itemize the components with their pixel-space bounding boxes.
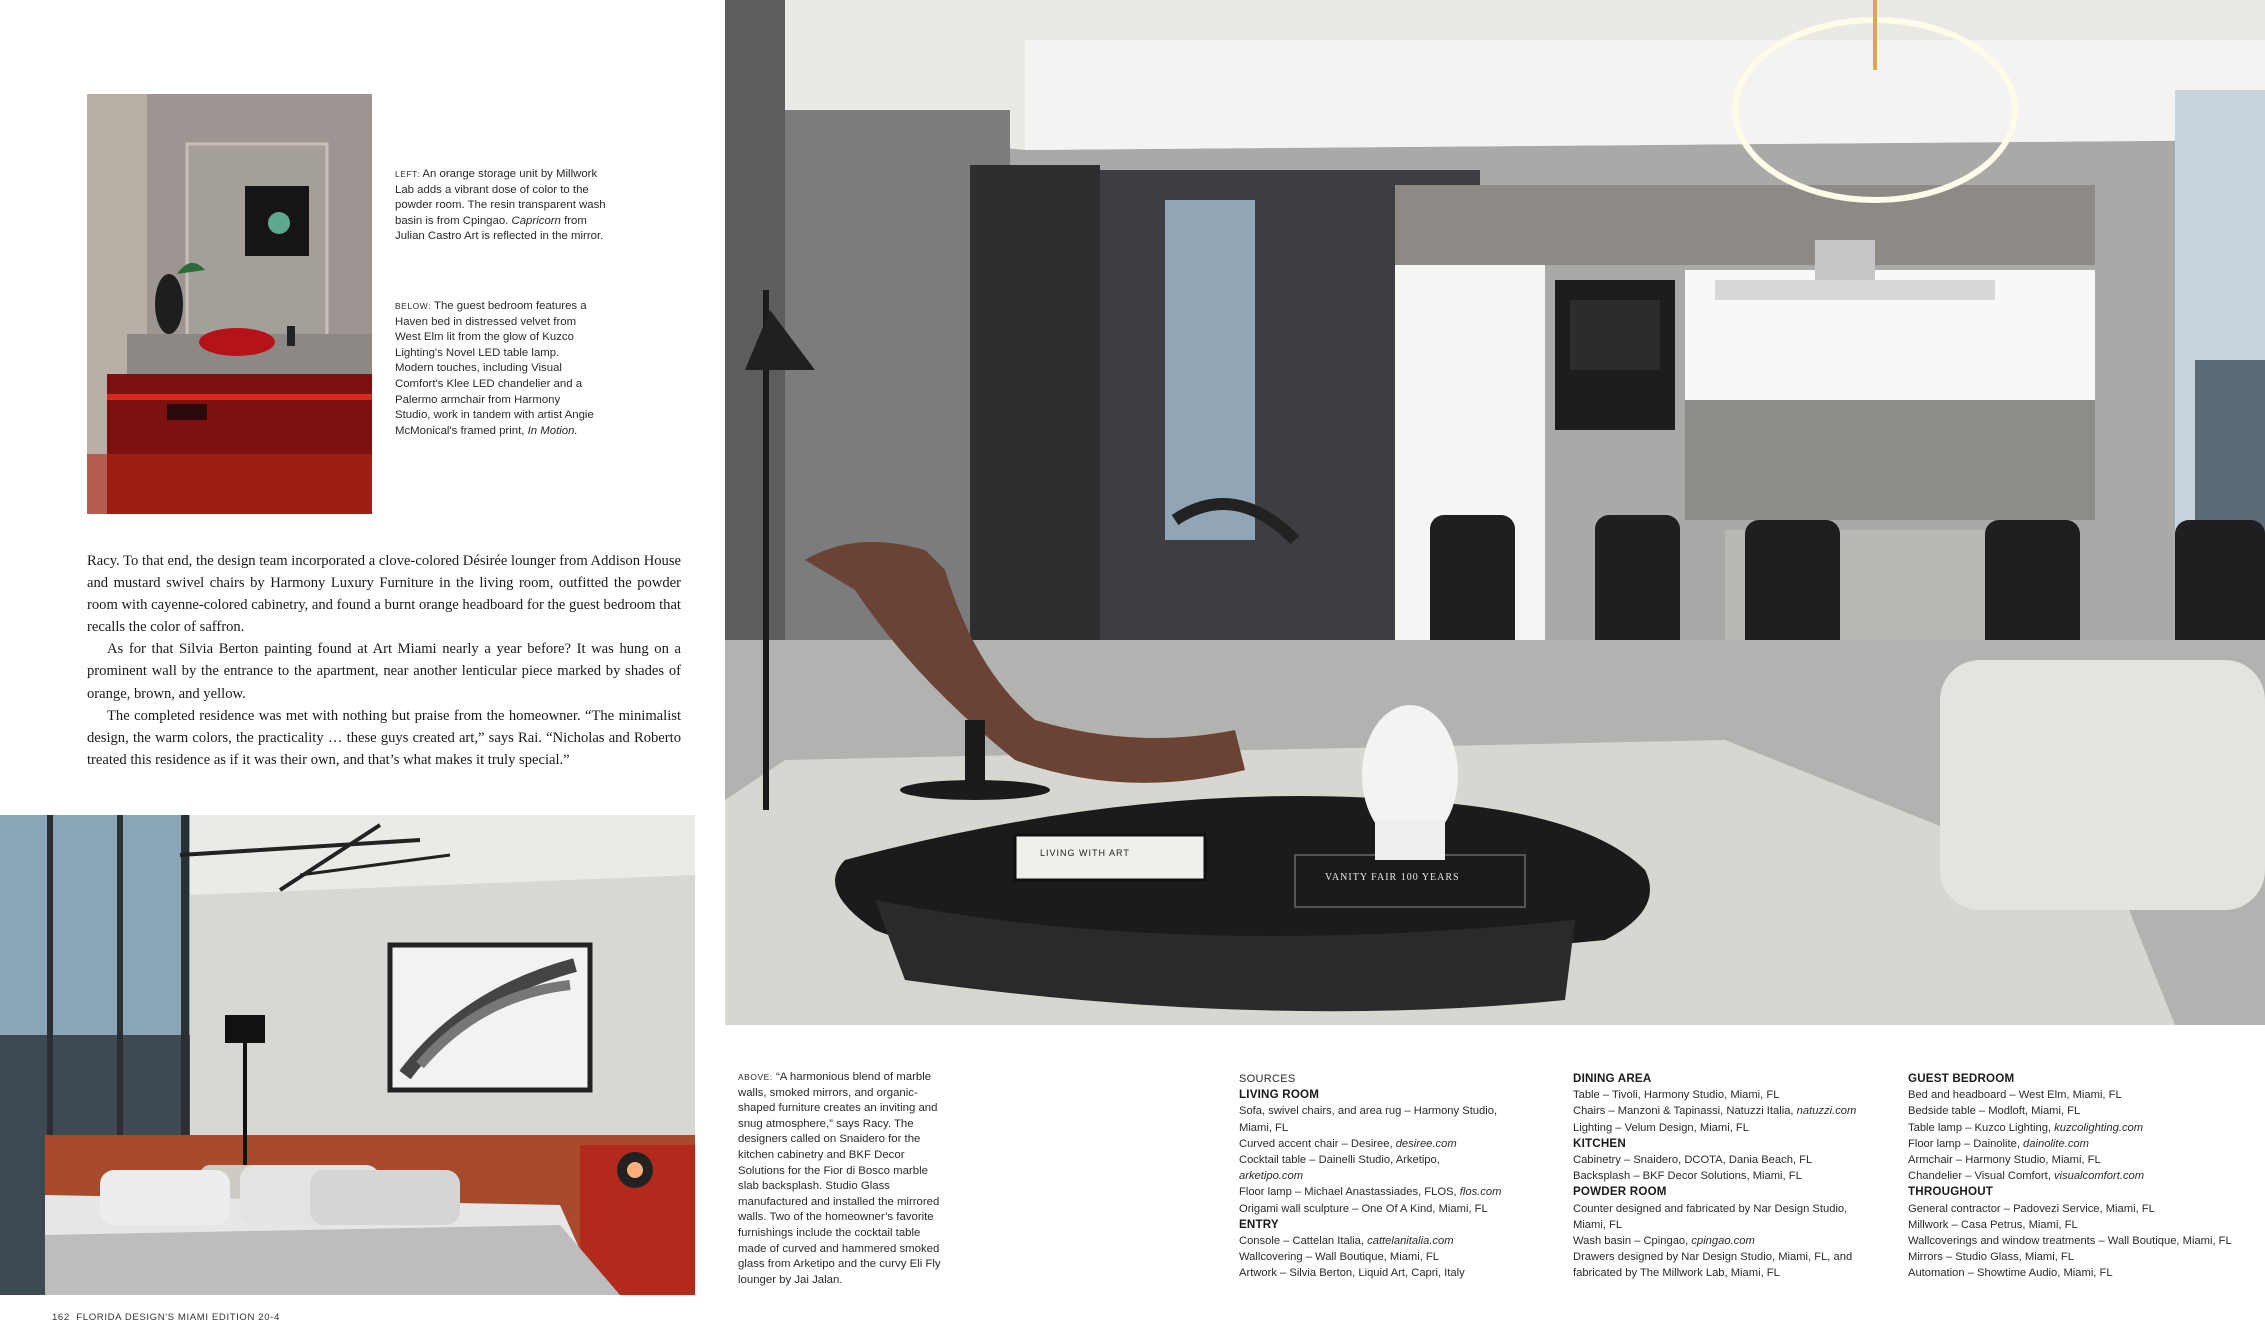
sources-line xyxy=(1573,1249,1873,1265)
caption-left-lead: LEFT: xyxy=(395,169,420,179)
sources-line xyxy=(1573,1201,1873,1217)
sources-line xyxy=(1908,1249,2238,1265)
sources-line-website: flos.com xyxy=(1459,1186,1502,1199)
book-vanity-fair-title: VANITY FAIR 100 YEARS xyxy=(1325,872,1460,883)
sources-line-text: Armchair – Harmony Studio, Miami, FL xyxy=(1908,1154,2101,1167)
body-paragraph-1: Racy. To that end, the design team incorporated a clove-colored Désirée lounger from Addison House and mustard swivel chairs by Harmony Luxury Furniture in the living room, outfitted the powder room with cayenne-colored cabinetry, and found a burnt orange headboard for the guest bedroom that recalls the color of saffron. xyxy=(87,553,681,636)
sources-line-website: dainolite.com xyxy=(2023,1137,2089,1150)
sources-line-text: Wash basin – Cpingao, xyxy=(1573,1235,1692,1248)
sources-heading: ENTRY xyxy=(1239,1217,1279,1231)
guest-bedroom-photo xyxy=(0,815,695,1295)
sources-line-text: General contractor – Padovezi Service, Miami, FL xyxy=(1908,1202,2155,1215)
sources-line-text: Sofa, swivel chairs, and area rug – Harmony Studio, xyxy=(1239,1105,1498,1118)
living-kitchen-photo xyxy=(725,0,2265,1025)
sources-line-website: arketipo.com xyxy=(1239,1170,1304,1183)
sources-line xyxy=(1239,1201,1539,1217)
sources-line-text: Bedside table – Modloft, Miami, FL xyxy=(1908,1105,2081,1118)
caption-above-lead: ABOVE: xyxy=(738,1072,773,1082)
sources-line xyxy=(1239,1120,1539,1136)
sources-line xyxy=(1573,1233,1873,1249)
sources-line xyxy=(1573,1168,1873,1184)
sources-line-text: Cabinetry – Snaidero, DCOTA, Dania Beach, FL xyxy=(1573,1154,1813,1167)
sources-line-text: Floor lamp – Dainolite, xyxy=(1908,1137,2024,1150)
sources-line xyxy=(1573,1152,1873,1168)
caption-left-text: An orange storage unit by Millwork Lab adds a vibrant dose of color to the powder room. The resin transparent wash basin is from Cpingao. xyxy=(395,168,606,227)
caption-below-text: The guest bedroom features a Haven bed in distressed velvet from West Elm lit from the glow of Kuzco Lighting's Novel LED table lamp. Modern touches, including Visual Comfort's Klee LED chandelier and a Palermo armchair from Harmony Studio, work in tandem with artist Angie McMonical's framed print, xyxy=(395,300,594,437)
sources-line-website: visualcomfort.com xyxy=(2053,1170,2145,1183)
powder-room-illustration xyxy=(87,94,372,514)
page-number: 162 xyxy=(52,1312,70,1323)
caption-above xyxy=(738,1070,948,1288)
caption-above-text: “A harmonious blend of marble walls, smoked mirrors, and organic-shaped furniture creates an inviting and snug atmosphere,” says Racy. The designers called on Snaidero for the kitchen cabinetry and BKF Decor Solutions for the Fior di Bosco marble slab backsplash. Studio Glass manufactured and installed the mirrored walls. Two of the homeowner’s favorite furnishings include the cocktail table made of curved and hammered smoked glass from Arketipo and the curvy Eli Fly lounger by Jai Jalan. xyxy=(738,1071,941,1286)
sources-line xyxy=(1573,1103,1873,1119)
sources-line xyxy=(1908,1265,2238,1281)
sources-line-text: Artwork – Silvia Berton, Liquid Art, Capri, Italy xyxy=(1239,1267,1465,1280)
sources-line xyxy=(1908,1168,2238,1184)
sources-line-text: Mirrors – Studio Glass, Miami, FL xyxy=(1908,1251,2074,1264)
caption-left-text-2: from Julian Castro Art is reflected in the mirror. xyxy=(395,214,604,243)
sources-line-text: Millwork – Casa Petrus, Miami, FL xyxy=(1908,1218,2078,1231)
sources-line-text: Origami wall sculpture – One Of A Kind, Miami, FL xyxy=(1239,1202,1488,1215)
sources-line xyxy=(1908,1152,2238,1168)
sources-heading: THROUGHOUT xyxy=(1908,1185,1994,1199)
sources-line xyxy=(1908,1201,2238,1217)
sources-line-text: Counter designed and fabricated by Nar Design Studio, xyxy=(1573,1202,1848,1215)
sources-col1-list xyxy=(1239,1087,1539,1281)
sources-line-text: Miami, FL xyxy=(1573,1218,1623,1231)
sources-line xyxy=(1239,1233,1539,1249)
sources-line-text: Curved accent chair – Desiree, xyxy=(1239,1137,1396,1150)
sources-line xyxy=(1239,1249,1539,1265)
sources-line xyxy=(1908,1136,2238,1152)
sources-heading: KITCHEN xyxy=(1573,1136,1626,1150)
sources-line-text: fabricated by The Millwork Lab, Miami, FL xyxy=(1573,1267,1780,1280)
sources-line-text: Miami, FL xyxy=(1239,1121,1289,1134)
sources-line xyxy=(1239,1168,1539,1184)
sources-line-website: cpingao.com xyxy=(1691,1235,1755,1248)
sources-heading: LIVING ROOM xyxy=(1239,1088,1320,1102)
sources-line xyxy=(1908,1120,2238,1136)
sources-line-text: Backsplash – BKF Decor Solutions, Miami, FL xyxy=(1573,1170,1802,1183)
sources-line-text: Console – Cattelan Italia, xyxy=(1239,1235,1368,1248)
sources-column-3 xyxy=(1908,1071,2238,1282)
sources-column-1 xyxy=(1239,1071,1539,1282)
sources-line-text: Chairs – Manzoni & Tapinassi, Natuzzi Italia, xyxy=(1573,1105,1797,1118)
sources-line xyxy=(1573,1087,1873,1103)
sources-line xyxy=(1908,1087,2238,1103)
sources-label: SOURCES xyxy=(1239,1073,1296,1085)
sources-heading: GUEST BEDROOM xyxy=(1908,1072,2015,1085)
sources-line-website: cattelanitalia.com xyxy=(1367,1235,1454,1248)
sources-line-text: Floor lamp – Michael Anastassiades, FLOS, xyxy=(1239,1186,1460,1199)
caption-below-lead: BELOW: xyxy=(395,301,432,311)
sources-line-text: Chandelier – Visual Comfort, xyxy=(1908,1170,2054,1183)
guest-bedroom-illustration xyxy=(0,815,695,1295)
sources-col3-list xyxy=(1908,1071,2238,1282)
caption-left xyxy=(395,167,610,245)
sources-line-text: Cocktail table – Dainelli Studio, Arketipo, xyxy=(1239,1154,1440,1167)
sources-line xyxy=(1908,1103,2238,1119)
sources-line-website: desiree.com xyxy=(1395,1137,1457,1150)
sources-line-text: Wallcovering – Wall Boutique, Miami, FL xyxy=(1239,1251,1439,1264)
sources-line-website: kuzcolighting.com xyxy=(2054,1121,2144,1134)
sources-column-2 xyxy=(1573,1071,1873,1282)
sources-line xyxy=(1573,1217,1873,1233)
sources-line-text: Lighting – Velum Design, Miami, FL xyxy=(1573,1121,1749,1134)
caption-below-italic: In Motion. xyxy=(527,424,578,437)
sources-line xyxy=(1239,1152,1539,1168)
sources-line-text: Table lamp – Kuzco Lighting, xyxy=(1908,1121,2055,1134)
article-body xyxy=(87,550,681,771)
sources-line xyxy=(1239,1103,1539,1119)
sources-line xyxy=(1908,1233,2238,1249)
sources-col2-list xyxy=(1573,1071,1873,1282)
sources-line-text: Automation – Showtime Audio, Miami, FL xyxy=(1908,1267,2113,1280)
body-paragraph-3: The completed residence was met with nothing but praise from the homeowner. “The minimalist design, the warm colors, the practicality … these guys created art,” says Rai. “Nicholas and Roberto treated this residence as if it was their own, and that’s what makes it truly special.” xyxy=(87,707,681,768)
sources-heading: DINING AREA xyxy=(1573,1072,1652,1085)
sources-line-text: Drawers designed by Nar Design Studio, Miami, FL, and xyxy=(1573,1251,1853,1264)
sources-line-text: Bed and headboard – West Elm, Miami, FL xyxy=(1908,1089,2122,1102)
body-paragraph-2: As for that Silvia Berton painting found at Art Miami nearly a year before? It was hung on a prominent wall by the entrance to the apartment, near another lenticular piece marked by shades of orange, brown, and yellow. xyxy=(87,641,681,702)
sources-line-text: Table – Tivoli, Harmony Studio, Miami, FL xyxy=(1573,1089,1780,1102)
living-kitchen-illustration xyxy=(725,0,2265,1025)
sources-line xyxy=(1573,1265,1873,1281)
sources-line xyxy=(1908,1217,2238,1233)
sources-line-text: Wallcoverings and window treatments – Wall Boutique, Miami, FL xyxy=(1908,1235,2232,1248)
powder-room-photo xyxy=(87,94,372,514)
sources-line xyxy=(1573,1120,1873,1136)
publication-name: FLORIDA DESIGN'S MIAMI EDITION 20-4 xyxy=(76,1312,280,1323)
sources-heading: POWDER ROOM xyxy=(1573,1185,1667,1199)
page-folio xyxy=(52,1312,280,1323)
caption-left-italic: Capricorn xyxy=(511,214,561,227)
sources-line-website: natuzzi.com xyxy=(1796,1105,1857,1118)
sources-line xyxy=(1239,1136,1539,1152)
sources-line xyxy=(1239,1184,1539,1200)
sources-line xyxy=(1239,1265,1539,1281)
caption-below xyxy=(395,299,595,439)
book-living-with-art-title: LIVING WITH ART xyxy=(1040,848,1130,858)
